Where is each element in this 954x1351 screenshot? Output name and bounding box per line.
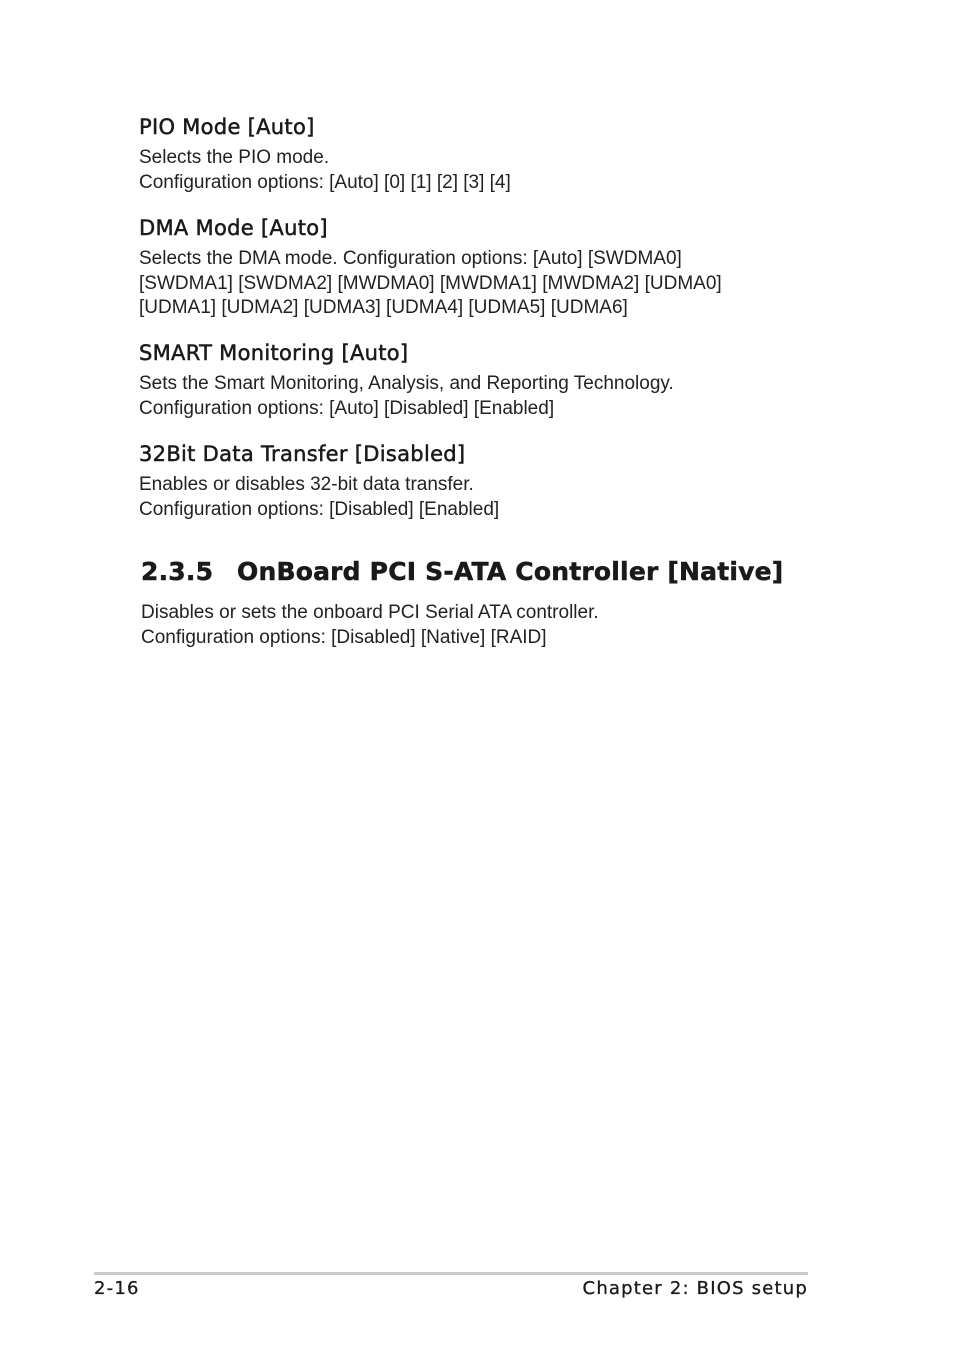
page-number: 2-16: [94, 1278, 140, 1299]
chapter-title: Chapter 2: BIOS setup: [582, 1278, 808, 1299]
section-description: [139, 146, 779, 195]
description-line: Configuration options: [Auto] [0] [1] [2] [3] [4]: [139, 171, 511, 193]
section-heading: DMA Mode [Auto]: [139, 216, 328, 240]
description-line: Enables or disables 32-bit data transfer.: [139, 474, 474, 495]
section-smart-monitoring: [139, 340, 779, 421]
section-title: OnBoard PCI S-ATA Controller [Native]: [237, 557, 784, 586]
section-heading: 32Bit Data Transfer [Disabled]: [139, 442, 466, 466]
section-pio-mode: [139, 114, 779, 195]
footer-divider: [94, 1272, 808, 1275]
section-heading: SMART Monitoring [Auto]: [139, 341, 409, 365]
section-32bit-data-transfer: [139, 441, 779, 522]
description-line: Configuration options: [Disabled] [Enabled]: [139, 498, 500, 520]
description-line: Configuration options: [Disabled] [Native] [RAID]: [141, 626, 547, 648]
section-description: [139, 372, 779, 421]
section-number: 2.3.5: [141, 557, 214, 586]
description-line: Sets the Smart Monitoring, Analysis, and Reporting Technology.: [139, 373, 674, 394]
section-description: [141, 601, 781, 650]
section-onboard-pci-sata: [141, 601, 781, 650]
description-line: Configuration options: [Auto] [Disabled] [Enabled]: [139, 397, 555, 419]
section-dma-mode: [139, 215, 779, 321]
description-line: Selects the DMA mode. Configuration options: [Auto] [SWDMA0]: [139, 248, 682, 269]
section-description: [139, 247, 779, 321]
description-line: [UDMA1] [UDMA2] [UDMA3] [UDMA4] [UDMA5] [UDMA6]: [139, 297, 628, 318]
major-section-heading: [141, 556, 783, 588]
description-line: Selects the PIO mode.: [139, 147, 330, 168]
section-heading: PIO Mode [Auto]: [139, 115, 315, 139]
description-line: [SWDMA1] [SWDMA2] [MWDMA0] [MWDMA1] [MWDMA2] [UDMA0]: [139, 272, 722, 294]
description-line: Disables or sets the onboard PCI Serial ATA controller.: [141, 602, 599, 623]
section-description: [139, 473, 779, 522]
